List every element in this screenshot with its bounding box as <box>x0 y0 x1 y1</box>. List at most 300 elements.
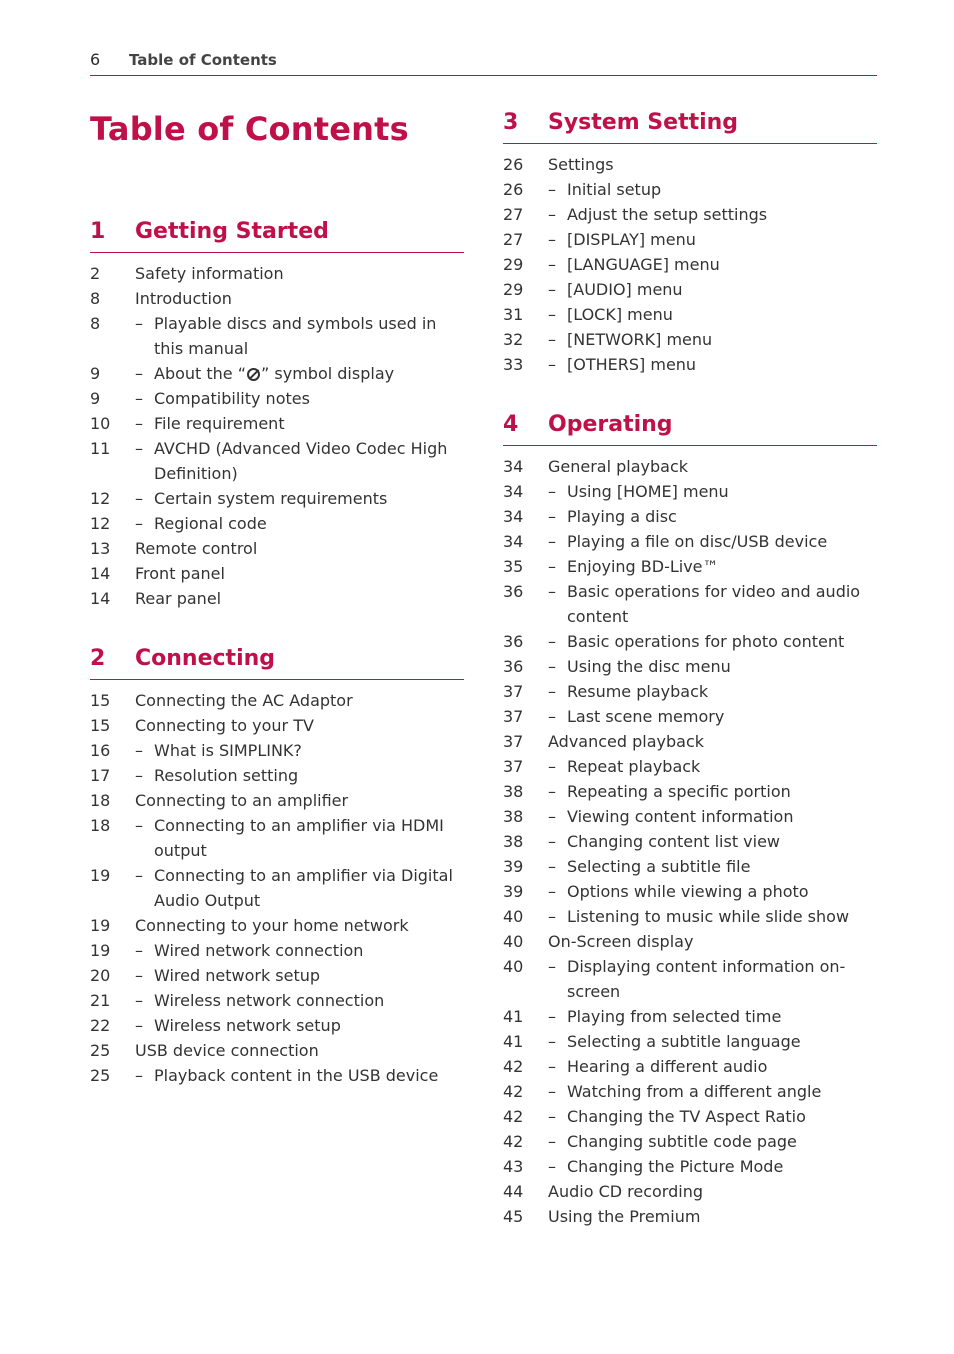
toc-subentry <box>503 327 877 352</box>
section-operating <box>503 411 877 1229</box>
toc-subentry <box>503 679 877 704</box>
toc-subentry <box>503 829 877 854</box>
toc-page-number: 37 <box>503 707 524 726</box>
dash-bullet: – <box>548 507 556 526</box>
dash-bullet: – <box>548 355 556 374</box>
toc-page-number: 27 <box>503 205 524 224</box>
toc-page-number: 40 <box>503 907 524 926</box>
toc-page-number: 36 <box>503 657 524 676</box>
toc-page-number: 19 <box>90 916 111 935</box>
toc-entry-text-wrap <box>503 327 877 352</box>
toc-entry-text: Playback content in the USB device <box>154 1066 439 1085</box>
toc-page-number: 39 <box>503 882 524 901</box>
toc-page-number: 36 <box>503 582 524 601</box>
section-number: 4 <box>503 412 519 437</box>
toc-page-number: 42 <box>503 1082 524 1101</box>
toc-entry-text-wrap <box>503 1054 877 1079</box>
toc-entry-text-wrap <box>503 654 877 679</box>
toc-entry-text: Changing subtitle code page <box>567 1132 797 1151</box>
toc-entry-text-wrap <box>90 763 464 788</box>
toc-entry-text: Connecting to your TV <box>135 716 314 735</box>
toc-list <box>503 454 877 1229</box>
toc-entry-text-wrap <box>90 311 464 361</box>
toc-entry-text-wrap <box>503 454 877 479</box>
toc-list <box>503 152 877 377</box>
toc-entry-text-wrap <box>503 1154 877 1179</box>
dash-bullet: – <box>548 632 556 651</box>
toc-entry-text: Playable discs and symbols used in this manual <box>154 314 437 358</box>
toc-entry-text-wrap <box>503 804 877 829</box>
section-title: System Setting <box>548 110 739 135</box>
toc-entry-text-wrap <box>90 688 464 713</box>
toc-page-number: 36 <box>503 632 524 651</box>
toc-page-number: 13 <box>90 539 111 558</box>
toc-entry-text: On-Screen display <box>548 932 694 951</box>
dash-bullet: – <box>135 514 143 533</box>
toc-entry <box>90 913 464 938</box>
section-heading <box>90 218 464 253</box>
toc-entry-text: Adjust the setup settings <box>567 205 768 224</box>
toc-entry-text-wrap <box>503 954 877 1004</box>
toc-entry-text: Wired network connection <box>154 941 364 960</box>
toc-page-number: 39 <box>503 857 524 876</box>
section-getting-started <box>90 218 464 611</box>
dash-bullet: – <box>548 255 556 274</box>
dash-bullet: – <box>135 1066 143 1085</box>
toc-entry-text: Connecting to an amplifier via Digital Audio Output <box>154 866 453 910</box>
dash-bullet: – <box>548 907 556 926</box>
toc-subentry <box>90 486 464 511</box>
toc-entry-text: Resolution setting <box>154 766 299 785</box>
toc-page-number: 12 <box>90 489 111 508</box>
toc-entry <box>90 261 464 286</box>
dash-bullet: – <box>135 414 143 433</box>
toc-page-number: 42 <box>503 1132 524 1151</box>
toc-page-number: 45 <box>503 1207 524 1226</box>
toc-entry <box>90 536 464 561</box>
toc-entry-text-wrap <box>90 286 464 311</box>
toc-page-number: 37 <box>503 732 524 751</box>
toc-page-number: 44 <box>503 1182 524 1201</box>
toc-page-number: 37 <box>503 757 524 776</box>
toc-entry-text: Playing a file on disc/USB device <box>567 532 828 551</box>
toc-subentry <box>503 754 877 779</box>
toc-entry <box>90 586 464 611</box>
toc-entry-text-wrap <box>90 1013 464 1038</box>
toc-entry-text: Safety information <box>135 264 284 283</box>
toc-subentry <box>503 554 877 579</box>
toc-page-number: 18 <box>90 791 111 810</box>
toc-page-number: 34 <box>503 507 524 526</box>
toc-entry-text-wrap <box>90 436 464 486</box>
toc-entry <box>503 1204 877 1229</box>
dash-bullet: – <box>135 741 143 760</box>
toc-entry-text: Playing from selected time <box>567 1007 782 1026</box>
toc-entry-text: Displaying content information on-screen <box>567 957 846 1001</box>
toc-subentry <box>503 1054 877 1079</box>
dash-bullet: – <box>548 180 556 199</box>
toc-subentry <box>503 954 877 1004</box>
dash-bullet: – <box>548 1082 556 1101</box>
toc-subentry <box>503 352 877 377</box>
toc-page-number: 2 <box>90 264 101 283</box>
toc-page-number: 33 <box>503 355 524 374</box>
dash-bullet: – <box>548 1157 556 1176</box>
toc-entry-text: Listening to music while slide show <box>567 907 850 926</box>
toc-subentry <box>503 252 877 277</box>
toc-page-number: 41 <box>503 1007 524 1026</box>
toc-entry <box>503 454 877 479</box>
toc-entry-text: [NETWORK] menu <box>567 330 713 349</box>
toc-entry-text: What is SIMPLINK? <box>154 741 302 760</box>
toc-subentry <box>503 479 877 504</box>
toc-entry-text-wrap <box>90 813 464 863</box>
toc-entry-text-wrap <box>503 1104 877 1129</box>
toc-page-number: 42 <box>503 1107 524 1126</box>
toc-entry-text-wrap <box>503 277 877 302</box>
toc-subentry <box>90 863 464 913</box>
dash-bullet: – <box>548 205 556 224</box>
toc-entry-text-wrap <box>503 1179 877 1204</box>
toc-entry-text: Connecting to an amplifier <box>135 791 349 810</box>
toc-page-number: 29 <box>503 280 524 299</box>
toc-entry-text-wrap <box>503 302 877 327</box>
toc-page-number: 11 <box>90 439 111 458</box>
toc-subentry <box>90 813 464 863</box>
toc-subentry <box>90 738 464 763</box>
toc-page-number: 35 <box>503 557 524 576</box>
toc-entry-text: USB device connection <box>135 1041 319 1060</box>
toc-page-number: 15 <box>90 691 111 710</box>
toc-entry-text-wrap <box>503 1129 877 1154</box>
toc-subentry <box>90 436 464 486</box>
toc-entry-text-wrap <box>90 486 464 511</box>
toc-subentry <box>503 704 877 729</box>
toc-subentry <box>90 763 464 788</box>
toc-entry-text-wrap <box>503 729 877 754</box>
dash-bullet: – <box>135 439 143 458</box>
toc-entry-text-wrap <box>503 529 877 554</box>
toc-subentry <box>90 311 464 361</box>
dash-bullet: – <box>135 389 143 408</box>
section-heading <box>90 645 464 680</box>
toc-subentry <box>90 411 464 436</box>
toc-subentry <box>90 938 464 963</box>
toc-page-number: 12 <box>90 514 111 533</box>
toc-entry-text-wrap <box>90 561 464 586</box>
toc-entry-text: [LANGUAGE] menu <box>567 255 720 274</box>
toc-entry-text-wrap <box>90 788 464 813</box>
dash-bullet: – <box>548 230 556 249</box>
toc-entry-text: Last scene memory <box>567 707 725 726</box>
page-title: Table of Contents <box>90 110 409 148</box>
toc-entry-text-wrap <box>503 1079 877 1104</box>
toc-subentry <box>503 177 877 202</box>
toc-subentry <box>503 579 877 629</box>
toc-subentry <box>503 1079 877 1104</box>
toc-subentry <box>503 1004 877 1029</box>
toc-entry-text: Advanced playback <box>548 732 705 751</box>
dash-bullet: – <box>135 314 143 333</box>
toc-entry <box>90 1038 464 1063</box>
toc-entry-text: File requirement <box>154 414 285 433</box>
toc-entry-text: Using the disc menu <box>567 657 731 676</box>
dash-bullet: – <box>135 364 143 383</box>
page-number: 6 <box>90 50 101 69</box>
section-system-setting <box>503 109 877 377</box>
toc-page-number: 16 <box>90 741 111 760</box>
toc-entry-text-wrap <box>503 929 877 954</box>
toc-entry-text-wrap <box>503 504 877 529</box>
dash-bullet: – <box>548 330 556 349</box>
toc-entry-text: Connecting to an amplifier via HDMI output <box>154 816 444 860</box>
toc-page-number: 10 <box>90 414 111 433</box>
toc-page-number: 34 <box>503 457 524 476</box>
toc-subentry <box>503 654 877 679</box>
toc-entry-text: Repeating a specific portion <box>567 782 791 801</box>
toc-page-number: 42 <box>503 1057 524 1076</box>
section-number: 3 <box>503 110 519 135</box>
toc-page-number: 25 <box>90 1066 111 1085</box>
page-header <box>90 48 877 76</box>
toc-page-number: 27 <box>503 230 524 249</box>
toc-entry-text: Rear panel <box>135 589 222 608</box>
dash-bullet: – <box>135 966 143 985</box>
toc-page-number: 41 <box>503 1032 524 1051</box>
toc-entry-text-wrap <box>503 854 877 879</box>
toc-page-number: 32 <box>503 330 524 349</box>
toc-page-number: 22 <box>90 1016 111 1035</box>
toc-page-number: 8 <box>90 314 101 333</box>
dash-bullet: – <box>135 489 143 508</box>
toc-subentry <box>503 804 877 829</box>
toc-entry-text: Viewing content information <box>567 807 794 826</box>
dash-bullet: – <box>548 957 556 976</box>
toc-entry-text-wrap <box>90 713 464 738</box>
toc-entry-text-wrap <box>503 352 877 377</box>
toc-entry-text-wrap <box>503 904 877 929</box>
toc-subentry <box>503 302 877 327</box>
toc-entry-text: Resume playback <box>567 682 709 701</box>
toc-page-number: 38 <box>503 807 524 826</box>
toc-entry-text-wrap <box>503 227 877 252</box>
toc-entry-text-wrap <box>503 1204 877 1229</box>
toc-subentry <box>90 988 464 1013</box>
toc-page-number: 21 <box>90 991 111 1010</box>
toc-entry-text: [OTHERS] menu <box>567 355 697 374</box>
toc-page-number: 38 <box>503 782 524 801</box>
toc-page-number: 38 <box>503 832 524 851</box>
toc-entry-text-wrap <box>90 863 464 913</box>
toc-entry-text-wrap <box>503 679 877 704</box>
toc-entry-text: Basic operations for video and audio content <box>567 582 861 626</box>
toc-entry <box>90 788 464 813</box>
toc-subentry <box>503 904 877 929</box>
dash-bullet: – <box>135 816 143 835</box>
toc-entry <box>503 152 877 177</box>
toc-entry-text-wrap <box>90 1038 464 1063</box>
toc-entry-text: ” symbol display <box>261 364 395 383</box>
toc-entry-text-wrap <box>503 1004 877 1029</box>
toc-entry <box>503 729 877 754</box>
dash-bullet: – <box>548 782 556 801</box>
toc-entry-text: Repeat playback <box>567 757 701 776</box>
toc-entry <box>90 561 464 586</box>
toc-entry-text-wrap <box>90 586 464 611</box>
toc-entry-text: Changing the TV Aspect Ratio <box>567 1107 806 1126</box>
toc-entry-text: Selecting a subtitle language <box>567 1032 801 1051</box>
toc-entry-text: Basic operations for photo content <box>567 632 845 651</box>
toc-entry-text-wrap <box>503 1029 877 1054</box>
toc-page-number: 43 <box>503 1157 524 1176</box>
toc-page-number: 40 <box>503 957 524 976</box>
toc-subentry <box>503 1104 877 1129</box>
toc-entry-text-wrap <box>90 913 464 938</box>
toc-entry-text: Regional code <box>154 514 267 533</box>
dash-bullet: – <box>548 832 556 851</box>
toc-entry <box>90 713 464 738</box>
toc-entry-text: Changing the Picture Mode <box>567 1157 784 1176</box>
section-title: Operating <box>548 412 673 437</box>
toc-entry-text: Changing content list view <box>567 832 781 851</box>
toc-subentry <box>503 529 877 554</box>
toc-entry-text: Front panel <box>135 564 225 583</box>
toc-list <box>90 688 464 1088</box>
toc-entry-text-wrap <box>503 479 877 504</box>
toc-entry-text: Hearing a different audio <box>567 1057 768 1076</box>
toc-entry-text-wrap <box>503 579 877 629</box>
toc-entry-text: Enjoying BD-Live™ <box>567 557 719 576</box>
toc-page-number: 8 <box>90 289 101 308</box>
toc-page-number: 19 <box>90 941 111 960</box>
toc-entry-text: Compatibility notes <box>154 389 310 408</box>
section-title: Connecting <box>135 646 276 671</box>
toc-entry-text-wrap <box>90 738 464 763</box>
section-connecting <box>90 645 464 1088</box>
toc-entry-text-wrap <box>503 177 877 202</box>
toc-page-number: 26 <box>503 180 524 199</box>
toc-page-number: 31 <box>503 305 524 324</box>
dash-bullet: – <box>548 532 556 551</box>
toc-page-number: 17 <box>90 766 111 785</box>
toc-entry-text: Connecting the AC Adaptor <box>135 691 353 710</box>
toc-entry-text: Introduction <box>135 289 232 308</box>
toc-page-number: 15 <box>90 716 111 735</box>
toc-entry-text-wrap <box>90 536 464 561</box>
toc-entry-text: Options while viewing a photo <box>567 882 809 901</box>
toc-entry-text: [DISPLAY] menu <box>567 230 696 249</box>
dash-bullet: – <box>548 1057 556 1076</box>
toc-entry-text-wrap <box>503 879 877 904</box>
toc-subentry <box>503 504 877 529</box>
toc-subentry <box>503 779 877 804</box>
toc-entry-text: Connecting to your home network <box>135 916 409 935</box>
toc-subentry <box>90 1013 464 1038</box>
dash-bullet: – <box>548 1132 556 1151</box>
toc-entry-text-wrap <box>503 829 877 854</box>
dash-bullet: – <box>548 1032 556 1051</box>
toc-entry-text: Selecting a subtitle file <box>567 857 751 876</box>
toc-entry-text-wrap <box>503 779 877 804</box>
toc-page-number: 34 <box>503 532 524 551</box>
toc-entry-text: General playback <box>548 457 689 476</box>
toc-entry-text: Using the Premium <box>548 1207 701 1226</box>
dash-bullet: – <box>548 1007 556 1026</box>
toc-entry <box>90 688 464 713</box>
toc-page-number: 9 <box>90 364 101 383</box>
toc-page-number: 26 <box>503 155 524 174</box>
toc-entry-text: Audio CD recording <box>548 1182 703 1201</box>
toc-entry-text-wrap <box>90 963 464 988</box>
toc-entry-text-wrap <box>90 511 464 536</box>
toc-entry <box>503 929 877 954</box>
dash-bullet: – <box>548 657 556 676</box>
toc-page-number: 29 <box>503 255 524 274</box>
toc-entry-text-wrap <box>90 361 464 386</box>
toc-entry-text: Wireless network connection <box>154 991 385 1010</box>
dash-bullet: – <box>548 707 556 726</box>
toc-entry-text-wrap <box>90 938 464 963</box>
toc-page-number: 14 <box>90 564 111 583</box>
toc-entry <box>90 286 464 311</box>
toc-subentry <box>503 879 877 904</box>
toc-page-number: 25 <box>90 1041 111 1060</box>
toc-list <box>90 261 464 611</box>
toc-entry-text-wrap <box>90 386 464 411</box>
toc-entry-text: Settings <box>548 155 614 174</box>
dash-bullet: – <box>548 1107 556 1126</box>
toc-page-number: 20 <box>90 966 111 985</box>
dash-bullet: – <box>548 305 556 324</box>
toc-entry-text-wrap <box>503 754 877 779</box>
toc-entry-text: [LOCK] menu <box>567 305 673 324</box>
toc-page-number: 9 <box>90 389 101 408</box>
dash-bullet: – <box>135 866 143 885</box>
toc-entry-text-wrap <box>90 411 464 436</box>
toc-entry-text-wrap <box>503 554 877 579</box>
dash-bullet: – <box>548 280 556 299</box>
toc-subentry <box>503 202 877 227</box>
toc-entry-text: Certain system requirements <box>154 489 388 508</box>
toc-subentry <box>503 1029 877 1054</box>
section-heading <box>503 411 877 446</box>
toc-entry-text: AVCHD (Advanced Video Codec High Definition) <box>154 439 448 483</box>
toc-subentry <box>503 629 877 654</box>
toc-subentry <box>90 1063 464 1088</box>
toc-entry-text: Initial setup <box>567 180 662 199</box>
toc-entry-text-wrap <box>90 988 464 1013</box>
dash-bullet: – <box>548 882 556 901</box>
toc-subentry <box>503 1154 877 1179</box>
toc-entry-text: [AUDIO] menu <box>567 280 683 299</box>
toc-page-number: 19 <box>90 866 111 885</box>
toc-subentry <box>90 511 464 536</box>
toc-subentry <box>90 963 464 988</box>
toc-page-number: 40 <box>503 932 524 951</box>
toc-entry-text: Watching from a different angle <box>567 1082 822 1101</box>
toc-subentry <box>90 386 464 411</box>
toc-entry-text-wrap <box>503 202 877 227</box>
dash-bullet: – <box>548 682 556 701</box>
dash-bullet: – <box>548 582 556 601</box>
toc-subentry <box>503 1129 877 1154</box>
toc-entry-text: Using [HOME] menu <box>567 482 729 501</box>
toc-subentry <box>90 361 464 386</box>
toc-entry-text: Wireless network setup <box>154 1016 341 1035</box>
dash-bullet: – <box>135 991 143 1010</box>
dash-bullet: – <box>135 941 143 960</box>
dash-bullet: – <box>135 1016 143 1035</box>
